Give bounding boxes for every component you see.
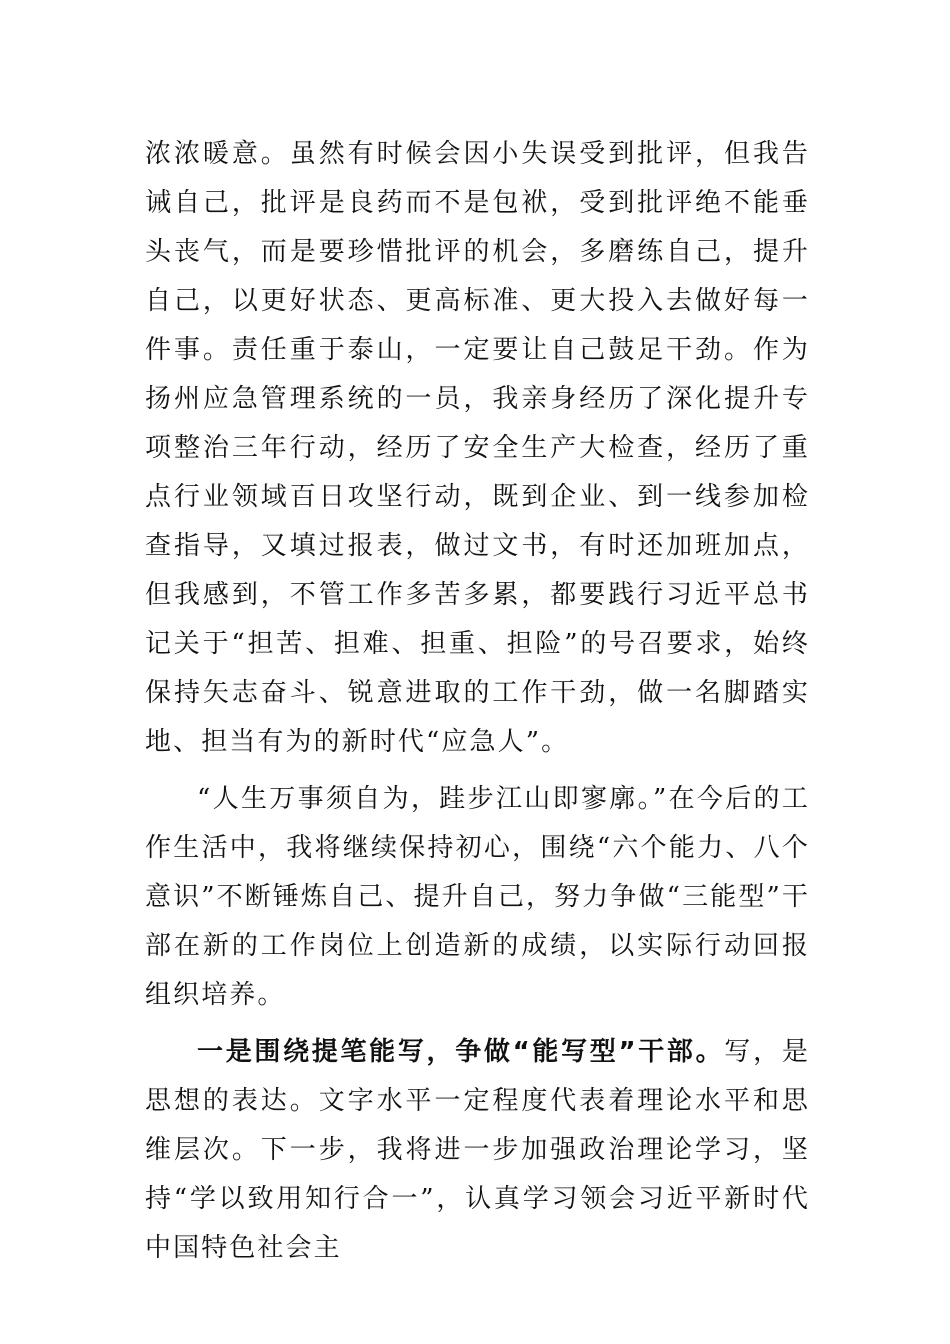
paragraph-text: 写，是思想的表达。文字水平一定程度代表着理论水平和思维层次。下一步，我将进一步加强政治理论学习，坚持“学以致用知行合一”，认真学习领会习近平新时代中国特色社会主: [145, 1037, 810, 1263]
paragraph-text: 浓浓暖意。虽然有时候会因小失误受到批评，但我告诫自己，批评是良药而不是包袱，受到批评绝不能垂头丧气，而是要珍惜批评的机会，多磨练自己，提升自己，以更好状态、更高标准、更大投入去做好每一件事。责任重于泰山，一定要让自己鼓足干劲。作为扬州应急管理系统的一员，我亲身经历了深化提升专项整治三年行动，经历了安全生产大检查，经历了重点行业领域百日攻坚行动，既到企业、到一线参加检查指导，又填过报表，做过文书，有时还加班加点，但我感到，不管工作多苦多累，都要践行习近平总书记关于“担苦、担难、担重、担险”的号召要求，始终保持矢志奋斗、锐意进取的工作干劲，做一名脚踏实地、担当有为的新时代“应急人”。: [145, 139, 810, 757]
paragraph-responsibility: [145, 130, 810, 767]
paragraph-text: “人生万事须自为，跬步江山即寥廓。”在今后的工作生活中，我将继续保持初心，围绕“六个能力、八个意识”不断锤炼自己、提升自己，努力争做“三能型”干部在新的工作岗位上创造新的成绩，以实际行动回报组织培养。: [145, 784, 810, 1010]
document-page: [145, 130, 810, 1273]
paragraph-writing-cadre: [145, 1028, 810, 1273]
paragraph-bold-lead: 一是围绕提笔能写，争做“能写型”干部。: [197, 1037, 725, 1067]
paragraph-future-work: [145, 775, 810, 1020]
